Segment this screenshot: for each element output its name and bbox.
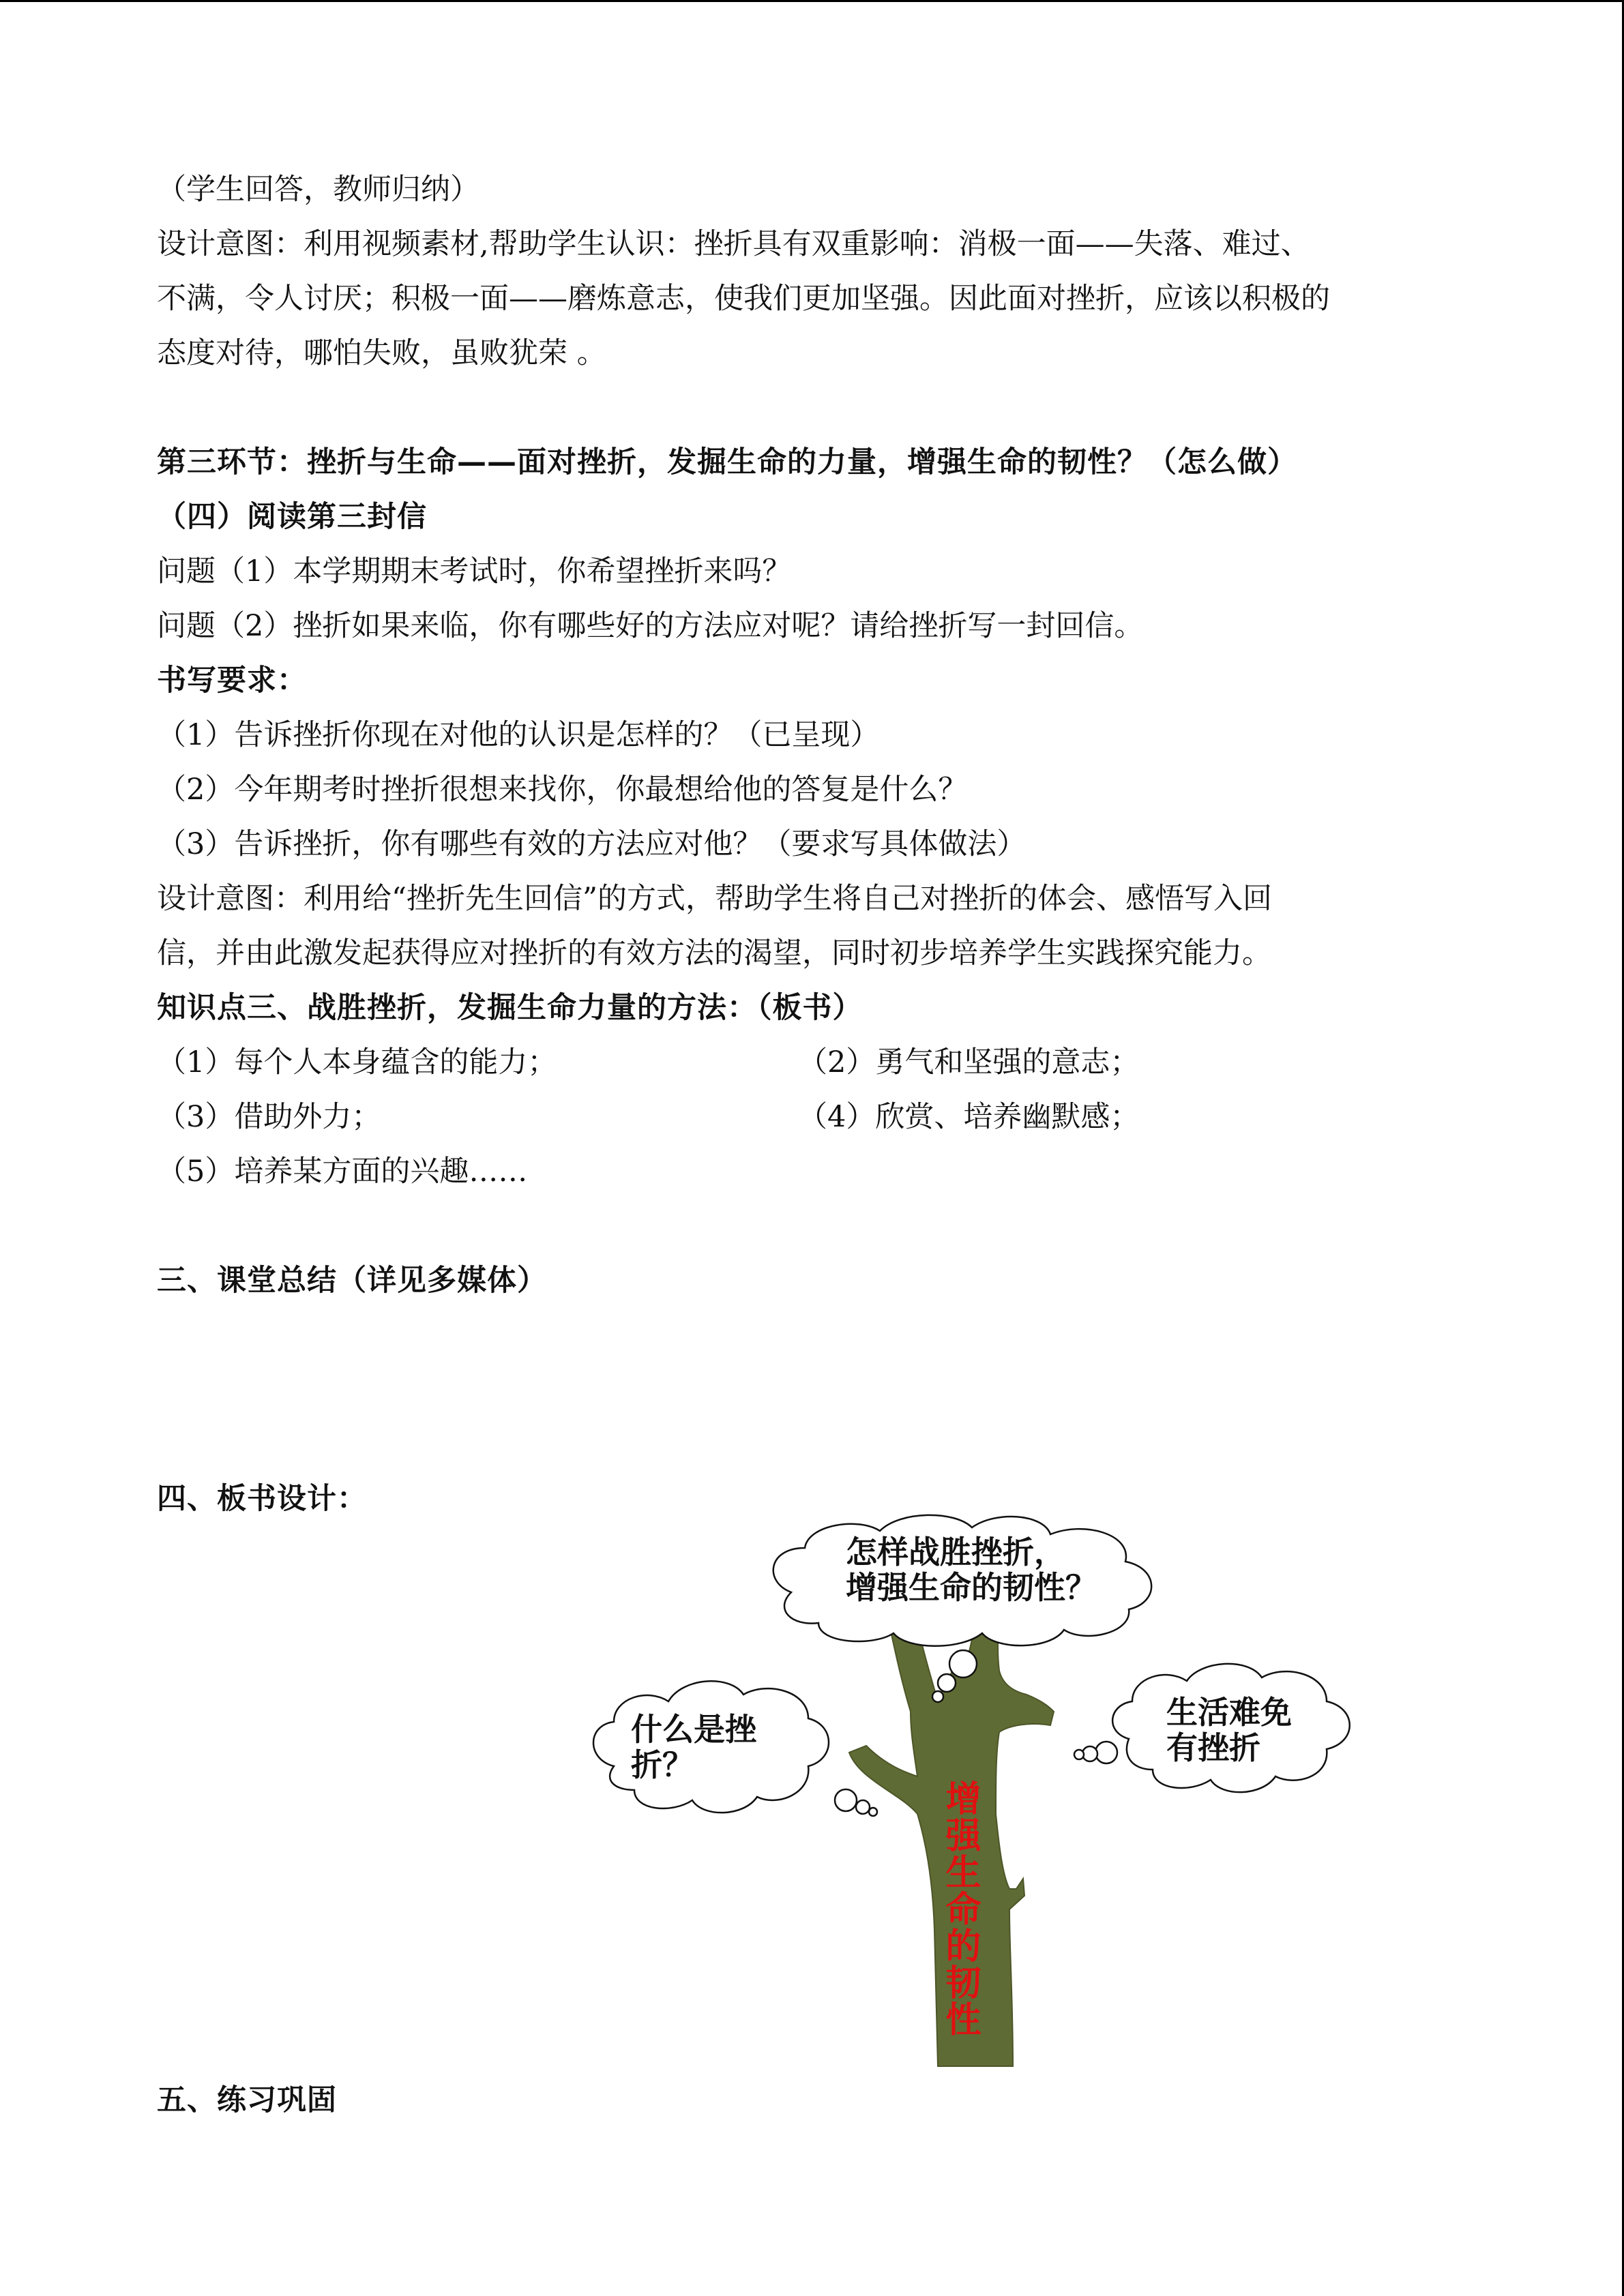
right-bubble-line: 有挫折 bbox=[1166, 1729, 1260, 1766]
requirements-title: 书写要求： bbox=[157, 664, 307, 698]
text-line: 设计意图：利用视频素材,帮助学生认识：挫折具有双重影响：消极一面——失落、难过、 bbox=[157, 227, 1310, 261]
design-intent-line: 信，并由此激发起获得应对挫折的有效方法的渴望，同时初步培养学生实践探究能力。 bbox=[157, 936, 1271, 970]
method-2: （2）勇气和坚强的意志； bbox=[798, 1045, 1140, 1079]
left-bubble-text bbox=[631, 1712, 756, 1783]
thought-dot bbox=[949, 1650, 977, 1678]
question-2: 问题（2）挫折如果来临，你有哪些好的方法应对呢？请给挫折写一封回信。 bbox=[157, 609, 1144, 643]
question-1: 问题（1）本学期期末考试时，你希望挫折来吗？ bbox=[157, 554, 792, 588]
requirement-3: （3）告诉挫折，你有哪些有效的方法应对他？（要求写具体做法） bbox=[157, 827, 1027, 861]
thought-dot bbox=[856, 1800, 870, 1814]
design-intent-line: 设计意图：利用给“挫折先生回信”的方式，帮助学生将自己对挫折的体会、感悟写入回 bbox=[157, 882, 1272, 916]
left-bubble-line: 什么是挫 bbox=[631, 1711, 756, 1748]
top-bubble-line: 增强生命的韧性？ bbox=[846, 1569, 1097, 1606]
board-design-diagram bbox=[573, 1507, 1405, 2087]
summary-heading: 三、课堂总结（详见多媒体） bbox=[157, 1264, 547, 1298]
page-top-border bbox=[0, 0, 1624, 2]
thought-dot bbox=[1074, 1750, 1084, 1759]
top-bubble-line: 怎样战胜挫折， bbox=[846, 1534, 1065, 1570]
left-bubble-line: 折？ bbox=[631, 1746, 694, 1783]
section-heading: 第三环节：挫折与生命——面对挫折，发掘生命的力量，增强生命的韧性？（怎么做） bbox=[157, 445, 1297, 479]
requirement-2: （2）今年期考时挫折很想来找你，你最想给他的答复是什么？ bbox=[157, 773, 968, 807]
board-design-heading: 四、板书设计： bbox=[157, 1482, 367, 1516]
right-bubble-text bbox=[1166, 1695, 1292, 1765]
text-line: 不满，令人讨厌；积极一面——磨炼意志，使我们更加坚强。因此面对挫折，应该以积极的 bbox=[157, 282, 1330, 316]
thought-dot bbox=[932, 1691, 943, 1702]
method-4: （4）欣赏、培养幽默感； bbox=[798, 1100, 1140, 1134]
trunk-label: 增强生命的韧性 bbox=[939, 1780, 980, 2038]
document-body bbox=[157, 162, 1480, 1526]
thought-dot bbox=[1095, 1742, 1117, 1763]
text-line: （学生回答，教师归纳） bbox=[157, 173, 479, 207]
method-row bbox=[157, 1035, 1480, 1090]
method-3: （3）借助外力； bbox=[157, 1100, 381, 1134]
method-5: （5）培养某方面的兴趣…… bbox=[157, 1154, 528, 1189]
top-bubble-text bbox=[846, 1534, 1097, 1605]
right-bubble-line: 生活难免 bbox=[1166, 1694, 1292, 1731]
practice-heading: 五、练习巩固 bbox=[157, 2083, 337, 2117]
sub-heading: （四）阅读第三封信 bbox=[157, 500, 427, 534]
thought-dot bbox=[869, 1808, 877, 1816]
thought-dot bbox=[835, 1789, 857, 1811]
requirement-1: （1）告诉挫折你现在对他的认识是怎样的？（已呈现） bbox=[157, 718, 880, 752]
knowledge-point-title: 知识点三、战胜挫折，发掘生命力量的方法：（板书） bbox=[157, 991, 863, 1025]
method-1: （1）每个人本身蕴含的能力； bbox=[157, 1045, 557, 1079]
text-line: 态度对待，哪怕失败，虽败犹荣 。 bbox=[157, 336, 606, 370]
thought-dot bbox=[938, 1674, 956, 1692]
thought-dot bbox=[1082, 1746, 1097, 1761]
method-row bbox=[157, 1090, 1480, 1144]
